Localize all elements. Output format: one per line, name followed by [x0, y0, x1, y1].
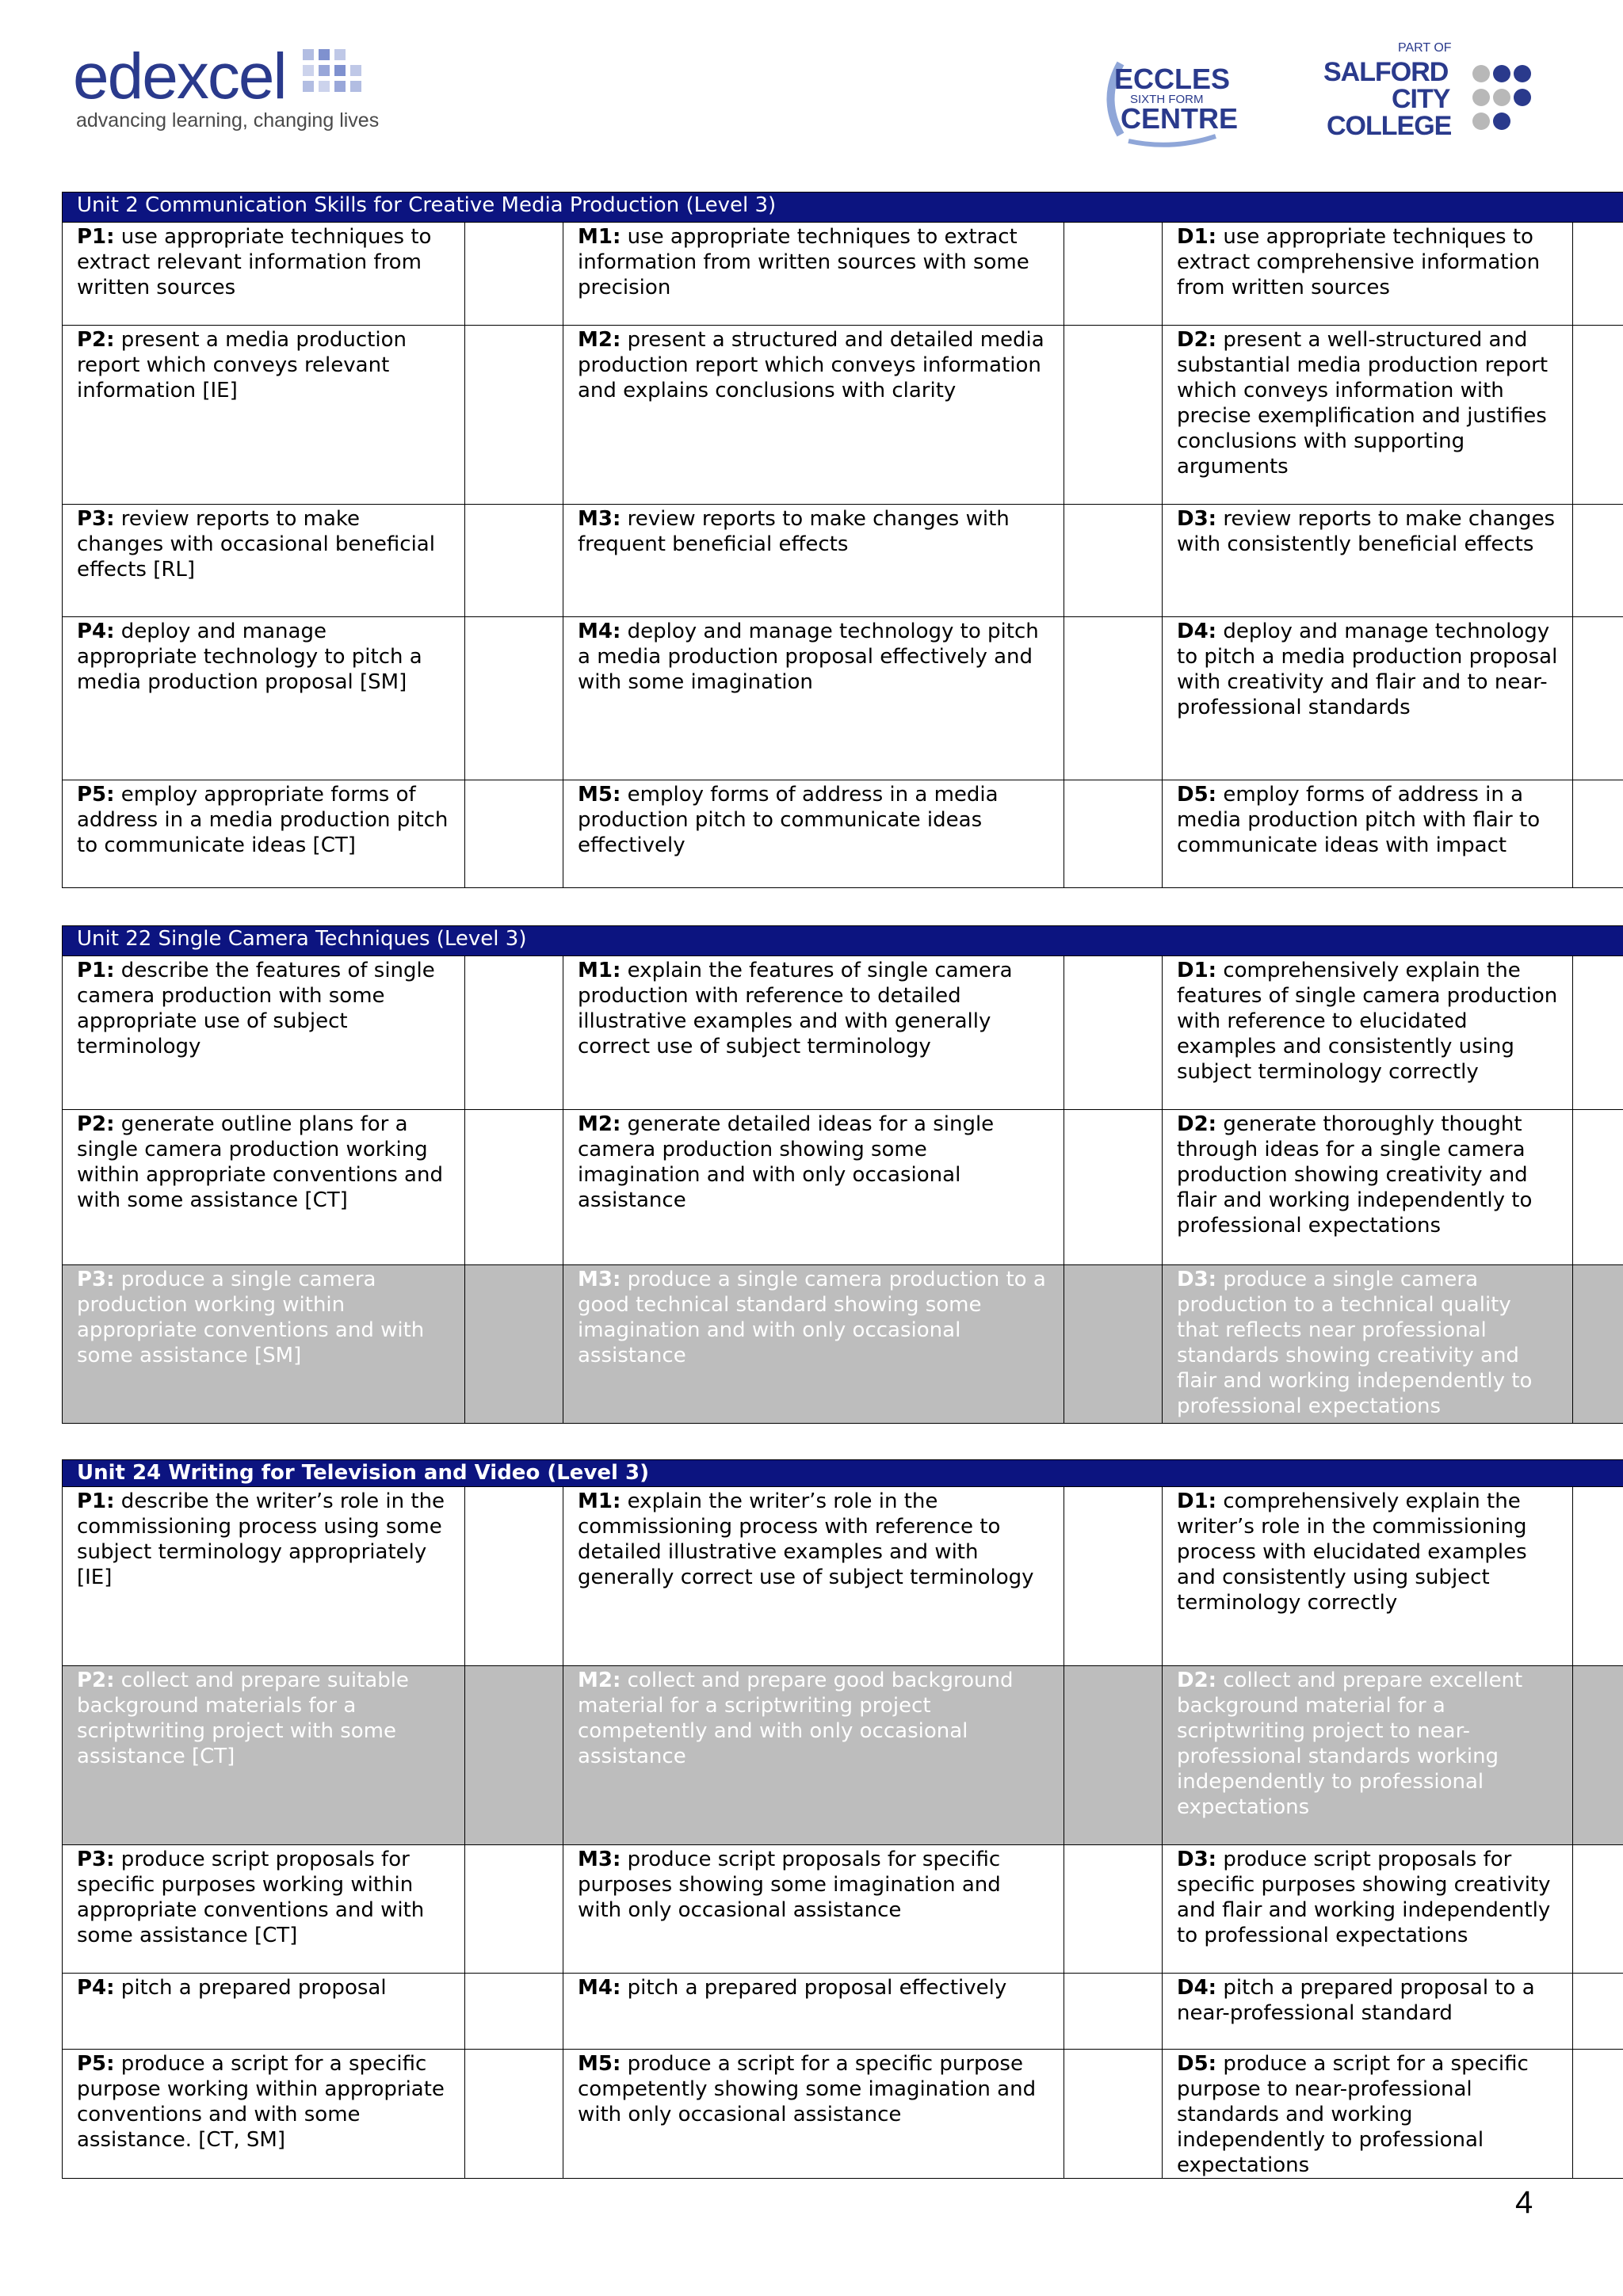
- pass-checkbox-cell[interactable]: [465, 1974, 563, 2050]
- pass-checkbox-cell[interactable]: [465, 223, 563, 326]
- unit-title: Unit 22 Single Camera Techniques (Level 3): [63, 926, 1623, 956]
- unit-title: Unit 24 Writing for Television and Video (Level 3): [63, 1460, 1623, 1487]
- table-row: [63, 617, 1623, 780]
- unit-22-criteria-table: [62, 925, 1623, 1424]
- eccles-swoosh-icon: [1097, 48, 1239, 151]
- unit-24-criteria-table: [62, 1459, 1623, 2179]
- page-number: 4: [1515, 2185, 1533, 2220]
- table-row: [63, 1666, 1623, 1845]
- edexcel-logo: [73, 40, 390, 143]
- distinction-checkbox-cell[interactable]: [1573, 2050, 1623, 2179]
- distinction-criterion: D2: generate thoroughly thought through ideas for a single camera production showing creativity and flair and working independently to professional expectations: [1163, 1110, 1573, 1265]
- pass-criterion: P5: produce a script for a specific purpose working within appropriate conventions and with some assistance. [CT, SM]: [63, 2050, 465, 2179]
- table-row: [63, 956, 1623, 1110]
- distinction-checkbox-cell[interactable]: [1573, 1110, 1623, 1265]
- merit-criterion: M4: deploy and manage technology to pitch a media production proposal effectively and with some imagination: [563, 617, 1064, 780]
- eccles-line1: ECCLES: [1114, 63, 1231, 95]
- pass-criterion: P2: present a media production report which conveys relevant information [IE]: [63, 326, 465, 505]
- pass-checkbox-cell[interactable]: [465, 1487, 563, 1666]
- distinction-checkbox-cell[interactable]: [1573, 1666, 1623, 1845]
- eccles-sixth-form-logo: [1097, 48, 1239, 151]
- salford-city-college-logo: [1322, 41, 1528, 144]
- merit-criterion: M5: produce a script for a specific purpose competently showing some imagination and with only occasional assistance: [563, 2050, 1064, 2179]
- merit-criterion: M2: present a structured and detailed media production report which conveys information and explains conclusions with clarity: [563, 326, 1064, 505]
- pass-checkbox-cell[interactable]: [465, 505, 563, 617]
- distinction-checkbox-cell[interactable]: [1573, 223, 1623, 326]
- pass-criterion: P3: produce script proposals for specific purposes working within appropriate conventions and with some assistance [CT]: [63, 1845, 465, 1974]
- table-row: [63, 505, 1623, 617]
- pass-checkbox-cell[interactable]: [465, 2050, 563, 2179]
- distinction-criterion: D1: comprehensively explain the writer’s role in the commissioning process with elucidated examples and consistently using subject terminology correctly: [1163, 1487, 1573, 1666]
- salford-line1: SALFORD: [1323, 57, 1449, 87]
- pass-checkbox-cell[interactable]: [465, 617, 563, 780]
- table-row: [63, 1487, 1623, 1666]
- merit-criterion: M1: explain the features of single camera production with reference to detailed illustrative examples and with generally correct use of subject terminology: [563, 956, 1064, 1110]
- pass-checkbox-cell[interactable]: [465, 326, 563, 505]
- merit-checkbox-cell[interactable]: [1064, 326, 1163, 505]
- pass-criterion: P3: produce a single camera production working within appropriate conventions and with some assistance [SM]: [63, 1265, 465, 1424]
- pass-criterion: P2: collect and prepare suitable background materials for a scriptwriting project with some assistance [CT]: [63, 1666, 465, 1845]
- page-header: [0, 0, 1623, 158]
- pass-criterion: P3: review reports to make changes with occasional beneficial effects [RL]: [63, 505, 465, 617]
- pass-criterion: P2: generate outline plans for a single camera production working within appropriate conventions and with some assistance [CT]: [63, 1110, 465, 1265]
- distinction-checkbox-cell[interactable]: [1573, 505, 1623, 617]
- salford-line2: CITY: [1392, 84, 1450, 114]
- merit-checkbox-cell[interactable]: [1064, 223, 1163, 326]
- table-row: [63, 2050, 1623, 2179]
- distinction-criterion: D4: pitch a prepared proposal to a near-professional standard: [1163, 1974, 1573, 2050]
- distinction-criterion: D5: produce a script for a specific purpose to near-professional standards and working independently to professional expectations: [1163, 2050, 1573, 2179]
- salford-line3: COLLEGE: [1327, 111, 1452, 141]
- pass-criterion: P4: deploy and manage appropriate technology to pitch a media production proposal [SM]: [63, 617, 465, 780]
- table-row: [63, 1845, 1623, 1974]
- merit-criterion: M3: produce script proposals for specific purposes showing some imagination and with only occasional assistance: [563, 1845, 1064, 1974]
- pass-criterion: P1: use appropriate techniques to extract relevant information from written sources: [63, 223, 465, 326]
- table-row: [63, 1974, 1623, 2050]
- merit-checkbox-cell[interactable]: [1064, 505, 1163, 617]
- edexcel-squares-icon: [303, 49, 366, 106]
- merit-criterion: M1: explain the writer’s role in the commissioning process with reference to detailed illustrative examples and with generally correct use of subject terminology: [563, 1487, 1064, 1666]
- table-row: [63, 223, 1623, 326]
- distinction-criterion: D2: present a well-structured and substantial media production report which conveys information with precise exemplification and justifies conclusions with supporting arguments: [1163, 326, 1573, 505]
- merit-criterion: M3: produce a single camera production to a good technical standard showing some imagination and with only occasional assistance: [563, 1265, 1064, 1424]
- salford-part-of: PART OF: [1398, 41, 1452, 55]
- pass-checkbox-cell[interactable]: [465, 1265, 563, 1424]
- table-row: [63, 1265, 1623, 1424]
- distinction-criterion: D2: collect and prepare excellent background material for a scriptwriting project to near-professional standards working independently to professional expectations: [1163, 1666, 1573, 1845]
- pass-criterion: P5: employ appropriate forms of address in a media production pitch to communicate ideas [CT]: [63, 780, 465, 888]
- merit-criterion: M2: collect and prepare good background material for a scriptwriting project competently and with only occasional assistance: [563, 1666, 1064, 1845]
- merit-checkbox-cell[interactable]: [1064, 1487, 1163, 1666]
- merit-criterion: M5: employ forms of address in a media production pitch to communicate ideas effectively: [563, 780, 1064, 888]
- distinction-checkbox-cell[interactable]: [1573, 1487, 1623, 1666]
- distinction-criterion: D4: deploy and manage technology to pitch a media production proposal with creativity and flair and to near-professional standards: [1163, 617, 1573, 780]
- pass-checkbox-cell[interactable]: [465, 1110, 563, 1265]
- distinction-criterion: D3: review reports to make changes with consistently beneficial effects: [1163, 505, 1573, 617]
- distinction-criterion: D5: employ forms of address in a media production pitch with flair to communicate ideas with impact: [1163, 780, 1573, 888]
- merit-checkbox-cell[interactable]: [1064, 1265, 1163, 1424]
- distinction-criterion: D3: produce script proposals for specific purposes showing creativity and flair and working independently to professional expectations: [1163, 1845, 1573, 1974]
- pass-checkbox-cell[interactable]: [465, 956, 563, 1110]
- eccles-line3: CENTRE: [1121, 102, 1239, 135]
- table-row: [63, 326, 1623, 505]
- distinction-checkbox-cell[interactable]: [1573, 956, 1623, 1110]
- merit-criterion: M1: use appropriate techniques to extract information from written sources with some precision: [563, 223, 1064, 326]
- pass-checkbox-cell[interactable]: [465, 780, 563, 888]
- pass-criterion: P1: describe the features of single camera production with some appropriate use of subject terminology: [63, 956, 465, 1110]
- merit-criterion: M4: pitch a prepared proposal effectively: [563, 1974, 1064, 2050]
- distinction-criterion: D1: use appropriate techniques to extract comprehensive information from written sources: [1163, 223, 1573, 326]
- distinction-criterion: D1: comprehensively explain the features of single camera production with reference to elucidated examples and consistently using subject terminology correctly: [1163, 956, 1573, 1110]
- table-row: [63, 780, 1623, 888]
- merit-checkbox-cell[interactable]: [1064, 956, 1163, 1110]
- pass-criterion: P1: describe the writer’s role in the commissioning process using some subject terminology appropriately [IE]: [63, 1487, 465, 1666]
- distinction-checkbox-cell[interactable]: [1573, 1974, 1623, 2050]
- edexcel-wordmark: edexcel: [73, 40, 286, 113]
- merit-checkbox-cell[interactable]: [1064, 1974, 1163, 2050]
- merit-checkbox-cell[interactable]: [1064, 1845, 1163, 1974]
- distinction-checkbox-cell[interactable]: [1573, 1845, 1623, 1974]
- merit-checkbox-cell[interactable]: [1064, 1110, 1163, 1265]
- merit-checkbox-cell[interactable]: [1064, 780, 1163, 888]
- distinction-criterion: D3: produce a single camera production to a technical quality that reflects near professional standards showing creativity and flair and working independently to professional expectations: [1163, 1265, 1573, 1424]
- distinction-checkbox-cell[interactable]: [1573, 617, 1623, 780]
- eccles-line2: SIXTH FORM: [1130, 93, 1204, 106]
- unit-2-criteria-table: [62, 192, 1623, 888]
- merit-criterion: M3: review reports to make changes with frequent beneficial effects: [563, 505, 1064, 617]
- merit-checkbox-cell[interactable]: [1064, 1666, 1163, 1845]
- table-row: [63, 1110, 1623, 1265]
- distinction-checkbox-cell[interactable]: [1573, 780, 1623, 888]
- distinction-checkbox-cell[interactable]: [1573, 326, 1623, 505]
- merit-checkbox-cell[interactable]: [1064, 2050, 1163, 2179]
- distinction-checkbox-cell[interactable]: [1573, 1265, 1623, 1424]
- edexcel-tagline: advancing learning, changing lives: [76, 109, 380, 132]
- merit-checkbox-cell[interactable]: [1064, 617, 1163, 780]
- merit-criterion: M2: generate detailed ideas for a single camera production showing some imagination and with only occasional assistance: [563, 1110, 1064, 1265]
- pass-criterion: P4: pitch a prepared proposal: [63, 1974, 465, 2050]
- pass-checkbox-cell[interactable]: [465, 1666, 563, 1845]
- unit-title: Unit 2 Communication Skills for Creative Media Production (Level 3): [63, 193, 1623, 223]
- pass-checkbox-cell[interactable]: [465, 1845, 563, 1974]
